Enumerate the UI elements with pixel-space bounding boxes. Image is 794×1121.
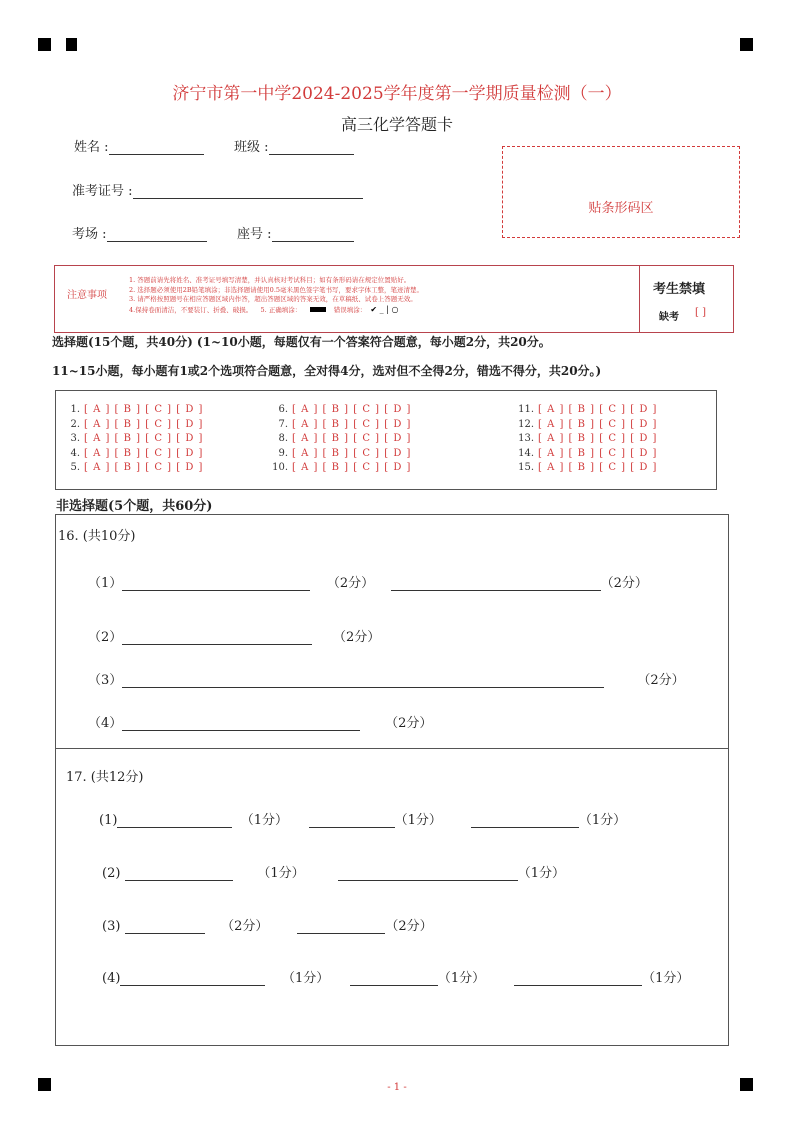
answer-options[interactable]: [ A ] [ B ] [ C ] [ D ] bbox=[292, 404, 412, 415]
answer-options[interactable]: [ A ] [ B ] [ C ] [ D ] bbox=[538, 404, 658, 415]
nonchoice-area bbox=[55, 514, 729, 1046]
choice-column bbox=[62, 403, 203, 476]
answer-options[interactable]: [ A ] [ B ] [ C ] [ D ] bbox=[292, 462, 412, 473]
alignment-mark bbox=[66, 38, 77, 51]
q17-part3[interactable]: (3) （2分） （2分） bbox=[102, 919, 433, 934]
exam-id-field[interactable] bbox=[72, 180, 363, 199]
class-field[interactable] bbox=[234, 136, 354, 155]
choice-grid bbox=[55, 390, 717, 490]
nonchoice-title: 非选择题(5个题，共60分) bbox=[56, 499, 213, 514]
notice-title: 注意事项 bbox=[67, 290, 107, 301]
answer-options[interactable]: [ A ] [ B ] [ C ] [ D ] bbox=[292, 433, 412, 444]
question-number: 12. bbox=[518, 418, 534, 430]
question-number: 4. bbox=[70, 447, 80, 459]
q17-part4[interactable]: (4) （1分） （1分） （1分） bbox=[102, 971, 690, 986]
name-field[interactable] bbox=[74, 136, 204, 155]
choice-row[interactable] bbox=[516, 461, 657, 476]
filled-mark-icon bbox=[310, 307, 326, 312]
choice-row[interactable] bbox=[516, 418, 657, 433]
choice-row[interactable] bbox=[270, 447, 411, 462]
question-number: 7. bbox=[278, 418, 288, 430]
question-number: 14. bbox=[518, 447, 534, 459]
room-field[interactable] bbox=[72, 223, 207, 242]
wrong-marks-icon: ✔ _ | ○ bbox=[370, 304, 399, 314]
q16-part3[interactable]: （3） （2分） bbox=[88, 673, 685, 688]
question-number: 8. bbox=[278, 433, 288, 444]
room-label: 考场 : bbox=[72, 227, 107, 242]
q17-part1[interactable]: (1) （1分） （1分） （1分） bbox=[99, 813, 627, 828]
question-number: 13. bbox=[518, 433, 534, 444]
question-number: 3. bbox=[70, 433, 80, 444]
answer-options[interactable]: [ A ] [ B ] [ C ] [ D ] bbox=[538, 462, 658, 473]
q16-part2[interactable]: （2） （2分） bbox=[88, 630, 381, 645]
sheet-title: 高三化学答题卡 bbox=[340, 115, 453, 134]
choice-row[interactable] bbox=[270, 403, 411, 418]
absent-checkbox[interactable]: [ ] bbox=[695, 307, 706, 318]
answer-options[interactable]: [ A ] [ B ] [ C ] [ D ] bbox=[84, 462, 204, 473]
name-label: 姓名 : bbox=[74, 140, 109, 155]
choice-row[interactable] bbox=[516, 447, 657, 462]
answer-options[interactable]: [ A ] [ B ] [ C ] [ D ] bbox=[538, 418, 658, 430]
choice-row[interactable] bbox=[270, 432, 411, 447]
answer-options[interactable]: [ A ] [ B ] [ C ] [ D ] bbox=[538, 447, 658, 459]
choice-row[interactable] bbox=[270, 418, 411, 433]
q16-part4[interactable]: （4） （2分） bbox=[88, 716, 433, 731]
question-number: 15. bbox=[518, 462, 534, 473]
question-number: 5. bbox=[70, 462, 80, 473]
notice-box bbox=[54, 265, 734, 333]
alignment-mark bbox=[38, 38, 51, 51]
notice-line: 3. 请严格按照题号在相应答题区域内作答，超出答题区域的答案无效，在草稿纸、试卷上答题无效。 bbox=[129, 295, 417, 303]
question-number: 6. bbox=[278, 404, 288, 415]
absent-label: 缺考 bbox=[659, 312, 679, 323]
class-label: 班级 : bbox=[234, 140, 269, 155]
alignment-mark bbox=[740, 38, 753, 51]
answer-options[interactable]: [ A ] [ B ] [ C ] [ D ] bbox=[84, 418, 204, 430]
notice-line: 4.保持卷面清洁，不要装订、折叠、破损。 5. 正确填涂： 错误填涂： ✔ _ | ○ bbox=[129, 304, 399, 314]
barcode-area bbox=[502, 146, 740, 238]
q17-title: 17. (共12分) bbox=[66, 770, 144, 785]
answer-options[interactable]: [ A ] [ B ] [ C ] [ D ] bbox=[292, 447, 412, 459]
answer-options[interactable]: [ A ] [ B ] [ C ] [ D ] bbox=[84, 404, 204, 415]
question-number: 11. bbox=[518, 404, 534, 415]
q16-title: 16. (共10分) bbox=[58, 529, 136, 544]
choice-column bbox=[270, 403, 411, 476]
q16-part1[interactable]: （1） （2分） （2分） bbox=[88, 576, 648, 591]
choice-row[interactable] bbox=[516, 403, 657, 418]
notice-line: 1. 答题前请先将姓名、准考证号填写清楚，并认真核对考试科目；如有条形码请在规定位置贴好。 bbox=[129, 276, 411, 284]
question-number: 1. bbox=[70, 404, 80, 415]
question-number: 10. bbox=[272, 462, 288, 473]
seat-label: 座号 : bbox=[237, 227, 272, 242]
choice-column bbox=[516, 403, 657, 476]
choice-row[interactable] bbox=[62, 432, 203, 447]
answer-options[interactable]: [ A ] [ B ] [ C ] [ D ] bbox=[84, 433, 204, 444]
choice-row[interactable] bbox=[62, 403, 203, 418]
answer-options[interactable]: [ A ] [ B ] [ C ] [ D ] bbox=[84, 447, 204, 459]
question-number: 9. bbox=[278, 447, 288, 459]
barcode-label: 贴条形码区 bbox=[588, 201, 654, 216]
choice-row[interactable] bbox=[62, 418, 203, 433]
question-number: 2. bbox=[70, 418, 80, 430]
answer-options[interactable]: [ A ] [ B ] [ C ] [ D ] bbox=[538, 433, 658, 444]
choice-row[interactable] bbox=[516, 432, 657, 447]
choice-row[interactable] bbox=[62, 447, 203, 462]
q17-part2[interactable]: (2) （1分） （1分） bbox=[102, 866, 565, 881]
notice-line: 2. 选择题必须使用2B铅笔填涂；非选择题请使用0.5毫米黑色签字笔书写，要求字体工整，笔迹清楚。 bbox=[129, 285, 424, 294]
seat-field[interactable] bbox=[237, 223, 354, 242]
choice-row[interactable] bbox=[270, 461, 411, 476]
staff-only-title: 考生禁填 bbox=[653, 282, 706, 297]
choice-row[interactable] bbox=[62, 461, 203, 476]
page-number: - 1 - bbox=[387, 1082, 407, 1093]
answer-options[interactable]: [ A ] [ B ] [ C ] [ D ] bbox=[292, 418, 412, 430]
exam-id-label: 准考证号 : bbox=[72, 184, 133, 199]
choice-instructions: 11~15小题，每小题有1或2个选项符合题意，全对得4分，选对但不全得2分，错选不得分，共20分。) bbox=[52, 364, 602, 378]
exam-title: 济宁市第一中学2024-2025学年度第一学期质量检测（一） bbox=[172, 84, 622, 104]
choice-instructions: 选择题(15个题，共40分) (1~10小题，每题仅有一个答案符合题意，每小题2分，共20分。 bbox=[52, 335, 551, 349]
